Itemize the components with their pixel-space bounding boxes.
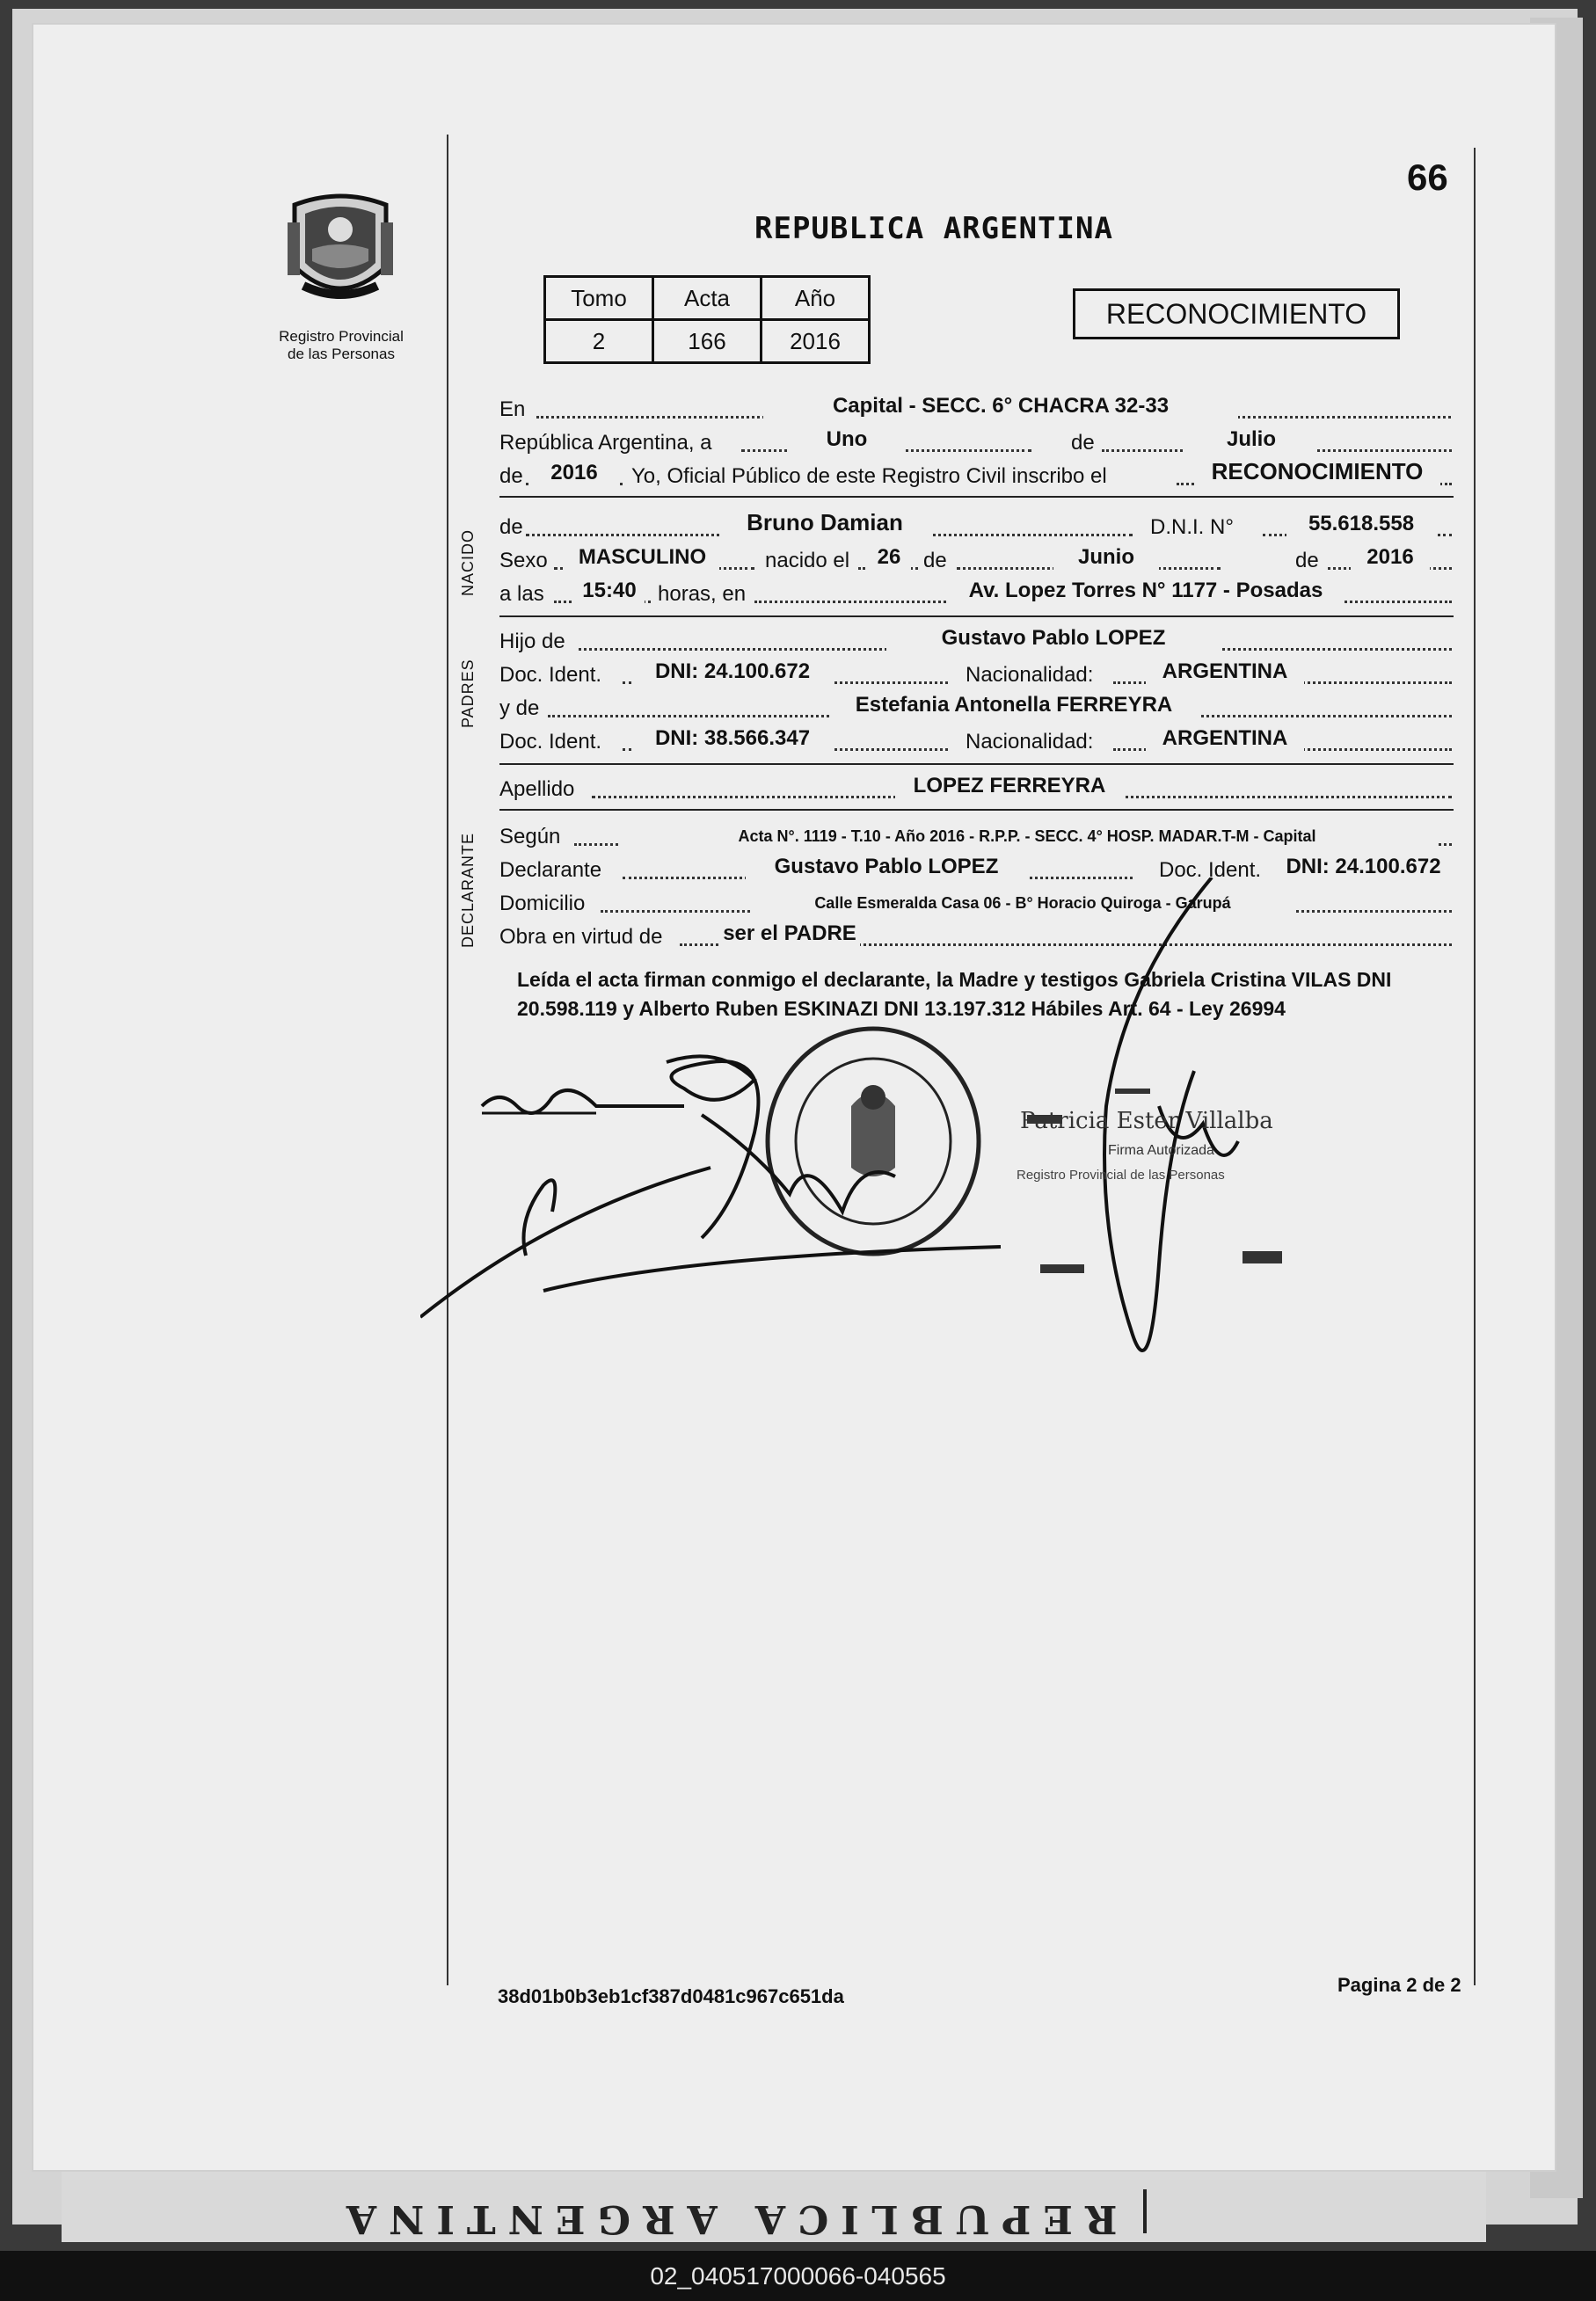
register-table-value-row xyxy=(545,320,870,363)
en-label: En xyxy=(499,397,526,421)
doc-label: Doc. Ident. xyxy=(499,730,602,754)
official-office: Registro Provincial de las Personas xyxy=(1017,1168,1225,1183)
document-hash: 38d01b0b3eb1cf387d0481c967c651da xyxy=(498,1985,844,2007)
registry-caption-line1: Registro Provincial xyxy=(279,328,404,345)
country-title: REPUBLICA ARGENTINA xyxy=(754,211,1113,246)
separator-line xyxy=(499,809,1454,811)
separator-line xyxy=(499,763,1454,765)
birth-year-value: 2016 xyxy=(1351,545,1430,570)
sexo-value: MASCULINO xyxy=(565,545,719,570)
province-coat-of-arms-logo xyxy=(286,187,395,310)
nacionalidad-label: Nacionalidad: xyxy=(966,730,1094,754)
apellido-label: Apellido xyxy=(499,777,575,801)
oficial-text: Yo, Oficial Público de este Registro Civil inscribo el xyxy=(631,464,1107,488)
row-name xyxy=(499,510,1454,543)
row-mother xyxy=(499,691,1454,725)
father-nationality-value: ARGENTINA xyxy=(1146,659,1304,684)
child-dni-value: 55.618.558 xyxy=(1286,512,1436,536)
nacido-label: nacido el xyxy=(765,549,850,572)
dni-label: D.N.I. N° xyxy=(1150,515,1234,539)
official-name: Patricia Ester Villalba xyxy=(1020,1108,1273,1134)
inscription-type-value: RECONOCIMIENTO xyxy=(1194,458,1440,485)
y-de-label: y de xyxy=(499,696,540,720)
tomo-value: 2 xyxy=(545,320,653,363)
child-name-value: Bruno Damian xyxy=(719,509,930,536)
row-date xyxy=(499,426,1454,459)
obra-label: Obra en virtud de xyxy=(499,925,663,949)
month-value: Julio xyxy=(1185,427,1317,452)
acta-header: Acta xyxy=(653,277,762,320)
mother-doc-value: DNI: 38.566.347 xyxy=(631,726,834,751)
horas-label: horas, en xyxy=(658,582,747,606)
document-page xyxy=(33,25,1555,2170)
row-domicilio xyxy=(499,886,1454,920)
tomo-header: Tomo xyxy=(545,277,653,320)
declarante-value: Gustavo Pablo LOPEZ xyxy=(746,855,1027,879)
row-birth xyxy=(499,543,1454,577)
side-label-declarante: DECLARANTE xyxy=(459,832,477,948)
row-place xyxy=(499,392,1454,426)
doc-label: Doc. Ident. xyxy=(1159,858,1262,882)
side-label-nacido: NACIDO xyxy=(459,528,477,596)
segun-label: Según xyxy=(499,825,561,848)
register-table-header-row xyxy=(545,277,870,320)
anio-header: Año xyxy=(762,277,870,320)
sexo-label: Sexo xyxy=(499,549,548,572)
declarante-doc-value: DNI: 24.100.672 xyxy=(1273,855,1454,879)
de-year-label: de xyxy=(499,464,523,488)
birth-place-value: Av. Lopez Torres N° 1177 - Posadas xyxy=(948,579,1344,603)
register-table xyxy=(543,275,871,364)
mother-nationality-value: ARGENTINA xyxy=(1146,726,1304,751)
doc-label: Doc. Ident. xyxy=(499,663,602,687)
row-surname xyxy=(499,772,1454,805)
scan-label-bar xyxy=(0,2251,1596,2301)
underlying-divider xyxy=(1143,2189,1147,2233)
underlying-document xyxy=(62,2172,1486,2242)
scan-label: 02_040517000066-040565 xyxy=(650,2262,946,2290)
page-number: 66 xyxy=(1407,157,1448,198)
closing-statement: Leída el acta firman conmigo el declarante, la Madre y testigos Gabriela Cristina VILAS DNI 20.598.119 y Alberto Ruben ESKINAZI DNI 13.197.312 Hábiles Art. 64 - Ley 26994 xyxy=(517,968,1392,1020)
father-doc-value: DNI: 24.100.672 xyxy=(631,659,834,684)
side-label-padres: PADRES xyxy=(459,659,477,728)
official-role: Firma Autorizada xyxy=(1108,1143,1214,1158)
a-las-label: a las xyxy=(499,582,544,606)
row-father-doc xyxy=(499,658,1454,691)
anio-value: 2016 xyxy=(762,320,870,363)
birth-month-value: Junio xyxy=(1053,545,1159,570)
separator-line xyxy=(499,496,1454,498)
republica-label: República Argentina, a xyxy=(499,431,712,455)
registry-caption xyxy=(249,328,434,363)
row-father xyxy=(499,624,1454,658)
de-name-label: de xyxy=(499,515,523,539)
birth-time-value: 15:40 xyxy=(574,579,645,603)
obra-value: ser el PADRE xyxy=(719,921,860,946)
de-birth-year-label: de xyxy=(1295,549,1319,572)
segun-value: Acta N°. 1119 - T.10 - Año 2016 - R.P.P. - SECC. 4° HOSP. MADAR.T-M - Capital xyxy=(618,827,1436,846)
page-of-pages: Pagina 2 de 2 xyxy=(1337,1974,1461,1996)
father-name-value: Gustavo Pablo LOPEZ xyxy=(886,626,1221,651)
row-obra xyxy=(499,920,1454,953)
row-mother-doc xyxy=(499,725,1454,758)
row-segun xyxy=(499,819,1454,853)
act-type-box: RECONOCIMIENTO xyxy=(1073,288,1400,339)
separator-line xyxy=(499,615,1454,617)
row-birth-place xyxy=(499,577,1454,610)
de-birth-label: de xyxy=(923,549,947,572)
row-declarante xyxy=(499,853,1454,886)
row-inscription xyxy=(499,459,1454,492)
registry-caption-line2: de las Personas xyxy=(288,346,395,362)
domicilio-value: Calle Esmeralda Casa 06 - B° Horacio Quiroga - Garupá xyxy=(750,894,1295,913)
declarante-label: Declarante xyxy=(499,858,602,882)
surname-value: LOPEZ FERREYRA xyxy=(895,774,1124,798)
nacionalidad-label: Nacionalidad: xyxy=(966,663,1094,687)
de-label: de xyxy=(1071,431,1095,455)
underlying-title: REPUBLICA ARGENTINA xyxy=(334,2196,1118,2241)
mother-name-value: Estefania Antonella FERREYRA xyxy=(829,693,1199,717)
hijo-label: Hijo de xyxy=(499,630,565,653)
birth-day-value: 26 xyxy=(867,545,911,570)
day-value: Uno xyxy=(790,427,904,452)
acta-value: 166 xyxy=(653,320,762,363)
official-signature xyxy=(1001,877,1282,1405)
domicilio-label: Domicilio xyxy=(499,892,586,915)
year-value: 2016 xyxy=(530,461,618,485)
declarant-signatures xyxy=(420,1009,1036,1361)
right-margin-line xyxy=(1474,148,1476,1985)
place-value: Capital - SECC. 6° CHACRA 32-33 xyxy=(763,394,1238,419)
